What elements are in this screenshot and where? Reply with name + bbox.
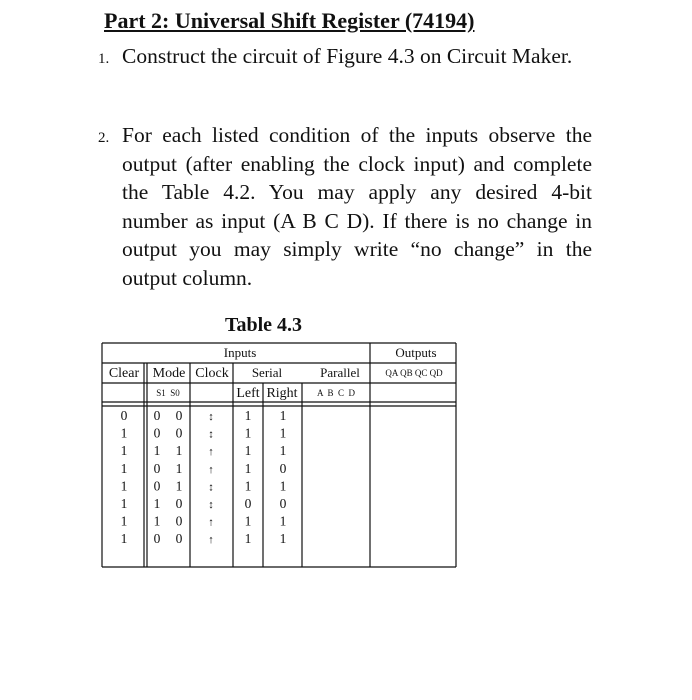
step-2-text: For each listed condition of the inputs observe the output (after enabling the clock input) and complete the Table 4.2. You may apply any desired 4-bit number as input (A B C D). If there is no change in output you may simply write “no change” in the output column. bbox=[122, 123, 592, 290]
cell-s1: 0 bbox=[153, 531, 161, 547]
table-title: Table 4.3 bbox=[225, 314, 303, 336]
cell-s0: 0 bbox=[175, 496, 183, 511]
cell-s1: 1 bbox=[153, 443, 161, 459]
cell-s1: 0 bbox=[153, 460, 161, 476]
cell-s0: 0 bbox=[175, 408, 183, 423]
cell-s0: 0 bbox=[175, 531, 183, 547]
cell-s0: 0 bbox=[175, 425, 183, 441]
table-row bbox=[121, 531, 287, 546]
parallel-header: Parallel bbox=[320, 365, 360, 380]
mode-header: Mode bbox=[152, 366, 186, 381]
cell-right: 0 bbox=[279, 460, 287, 476]
parallel-sub-header: A B C D bbox=[316, 388, 356, 398]
cell-right: 1 bbox=[279, 443, 287, 459]
cell-clock: ↕ bbox=[208, 411, 214, 423]
serial-header: Serial bbox=[251, 365, 283, 380]
cell-clear: 1 bbox=[120, 496, 128, 511]
cell-clear: 1 bbox=[120, 443, 128, 459]
cell-s1: 0 bbox=[153, 478, 161, 494]
cell-right: 1 bbox=[279, 478, 287, 494]
step-2-number: 2. bbox=[98, 130, 110, 146]
mode-sub-header: S1 S0 bbox=[156, 388, 180, 398]
cell-right: 1 bbox=[279, 425, 287, 441]
cell-right: 0 bbox=[279, 496, 287, 511]
cell-s0: 1 bbox=[175, 460, 183, 476]
clock-header: Clock bbox=[195, 366, 229, 381]
cell-clear: 1 bbox=[120, 425, 128, 441]
cell-left: 1 bbox=[244, 531, 252, 547]
table-row bbox=[121, 514, 287, 529]
table-row bbox=[121, 478, 287, 493]
cell-s1: 1 bbox=[153, 496, 161, 511]
left-sub-header: Left bbox=[236, 386, 260, 401]
cell-clock: ↑ bbox=[208, 516, 214, 529]
cell-s1: 0 bbox=[153, 425, 161, 441]
table-row bbox=[121, 496, 287, 511]
cell-left: 1 bbox=[244, 460, 252, 476]
page-heading: Part 2: Universal Shift Register (74194) bbox=[104, 8, 475, 33]
table-body bbox=[121, 408, 287, 546]
cell-s0: 1 bbox=[175, 478, 183, 494]
cell-clear: 1 bbox=[120, 513, 128, 529]
cell-clear: 1 bbox=[120, 460, 128, 476]
cell-clock: ↑ bbox=[208, 534, 214, 547]
cell-s0: 1 bbox=[175, 443, 183, 459]
cell-right: 1 bbox=[279, 513, 287, 529]
cell-clock: ↑ bbox=[208, 446, 214, 459]
cell-s1: 1 bbox=[153, 513, 161, 529]
cell-clock: ↕ bbox=[208, 428, 214, 441]
cell-left: 1 bbox=[244, 478, 252, 494]
cell-left: 1 bbox=[244, 513, 252, 529]
cell-clear: 1 bbox=[120, 531, 128, 547]
cell-clock: ↕ bbox=[208, 499, 214, 511]
cell-clock: ↑ bbox=[208, 463, 214, 476]
table-row bbox=[121, 426, 287, 441]
table-row bbox=[121, 461, 287, 476]
cell-s0: 0 bbox=[175, 513, 183, 529]
step-1-number: 1. bbox=[98, 51, 110, 67]
cell-right: 1 bbox=[279, 531, 287, 547]
cell-clear: 1 bbox=[120, 478, 128, 494]
step-1-text: Construct the circuit of Figure 4.3 on Circuit Maker. bbox=[122, 44, 573, 68]
cell-clear: 0 bbox=[120, 408, 128, 423]
right-sub-header: Right bbox=[266, 386, 298, 401]
cell-left: 1 bbox=[244, 425, 252, 441]
outputs-group-header: Outputs bbox=[395, 345, 437, 360]
cell-clock: ↕ bbox=[208, 481, 214, 494]
clear-header: Clear bbox=[108, 366, 140, 381]
cell-s1: 0 bbox=[153, 408, 161, 423]
inputs-group-header: Inputs bbox=[223, 345, 257, 360]
table-row bbox=[121, 443, 287, 458]
outputs-columns-header: QA QB QC QD bbox=[385, 368, 443, 378]
cell-left: 1 bbox=[244, 408, 252, 423]
cell-right: 1 bbox=[279, 408, 287, 423]
cell-left: 0 bbox=[244, 496, 252, 511]
cell-left: 1 bbox=[244, 443, 252, 459]
table-row bbox=[121, 408, 287, 423]
